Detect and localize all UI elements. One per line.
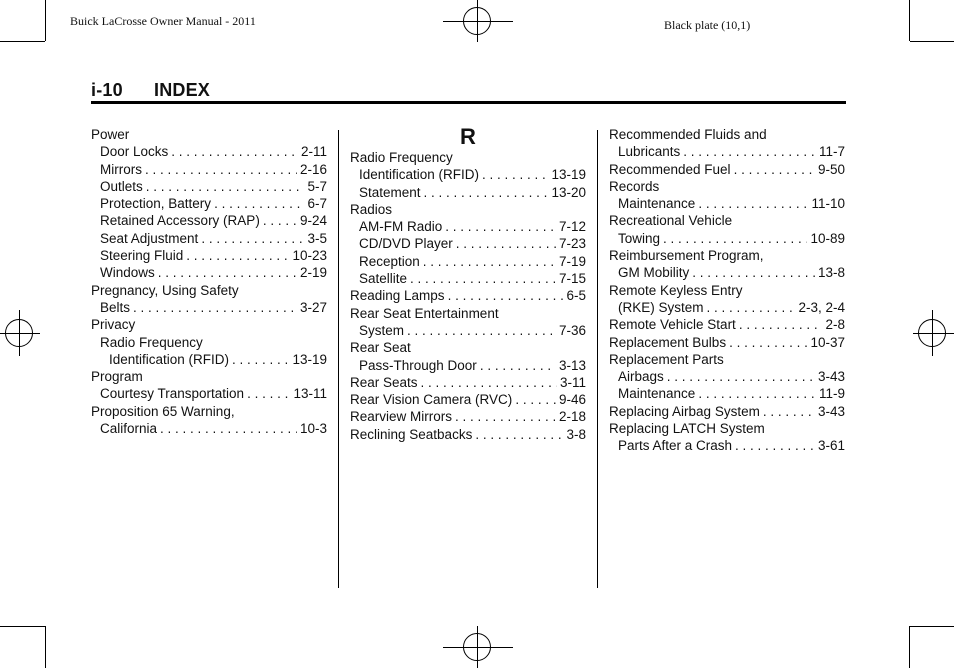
entry-page-ref: 2-8: [825, 317, 845, 333]
dot-leader: [410, 270, 556, 287]
dot-leader: [707, 299, 796, 316]
entry-page-ref: 7-23: [558, 236, 586, 252]
dot-leader: [232, 351, 289, 368]
index-entry: [350, 357, 586, 374]
entry-page-ref: 13-19: [551, 167, 586, 183]
entry-page-ref: 3-61: [817, 438, 845, 454]
dot-leader: [482, 166, 548, 183]
entry-text: Remote Keyless Entry: [609, 282, 743, 298]
entry-page-ref: 3-27: [299, 299, 327, 315]
dot-leader: [201, 230, 304, 247]
index-letter: R: [460, 124, 476, 149]
index-column-1: [91, 126, 327, 437]
dot-leader: [698, 385, 816, 402]
dot-leader: [145, 161, 297, 178]
entry-text: Seat Adjustment: [100, 230, 199, 246]
index-entry: [91, 403, 327, 420]
entry-text: Radio Frequency: [350, 150, 453, 165]
entry-text: Remote Vehicle Start: [609, 317, 736, 333]
entry-text: Power: [91, 127, 130, 142]
entry-text: Proposition 65 Warning,: [91, 403, 235, 419]
entry-page-ref: 2-18: [558, 409, 586, 425]
entry-text: GM Mobility: [618, 265, 690, 281]
entry-text: Replacing LATCH System: [609, 421, 765, 437]
index-entry: [350, 305, 586, 322]
index-entry: [350, 184, 586, 201]
entry-text: Pass-Through Door: [359, 357, 477, 373]
heading-rule: [91, 101, 846, 104]
index-entry: [609, 334, 845, 351]
index-entry: [91, 420, 327, 437]
index-entry: [609, 351, 845, 368]
dot-leader: [421, 374, 557, 391]
entry-page-ref: 11-10: [811, 196, 845, 212]
entry-text: Replacing Airbag System: [609, 403, 760, 419]
entry-text: Program: [91, 369, 143, 385]
entry-text: Rearview Mirrors: [350, 409, 453, 425]
dot-leader: [448, 287, 564, 304]
dot-leader: [424, 184, 549, 201]
index-entry: [350, 408, 586, 425]
crop-mark: [45, 626, 46, 668]
index-entry: [350, 149, 586, 166]
entry-page-ref: 13-20: [551, 184, 586, 200]
index-entry: [609, 403, 845, 420]
entry-page-ref: 2-11: [300, 144, 327, 160]
dot-leader: [663, 230, 807, 247]
entry-page-ref: 2-16: [299, 161, 327, 177]
index-entry: [350, 287, 586, 304]
entry-page-ref: 3-5: [307, 230, 327, 246]
entry-page-ref: 3-11: [559, 374, 586, 390]
dot-leader: [247, 385, 290, 402]
crop-mark: [909, 0, 910, 41]
index-entry: [609, 437, 845, 454]
entry-page-ref: 10-23: [292, 248, 327, 264]
index-entry: [350, 253, 586, 270]
index-entry: [609, 143, 845, 160]
dot-leader: [729, 334, 807, 351]
dot-leader: [735, 437, 815, 454]
entry-page-ref: 11-7: [818, 144, 845, 160]
entry-text: Mirrors: [100, 161, 142, 177]
entry-text: Outlets: [100, 178, 143, 194]
section-title: INDEX: [154, 80, 211, 100]
entry-text: Identification (RFID): [359, 167, 480, 183]
entry-text: Records: [609, 178, 660, 194]
entry-page-ref: 9-46: [558, 392, 586, 408]
entry-text: Reimbursement Program,: [609, 248, 764, 264]
entry-text: Windows: [100, 265, 155, 281]
dot-leader: [158, 264, 297, 281]
entry-text: Parts After a Crash: [618, 438, 733, 454]
entry-text: Door Locks: [100, 144, 169, 160]
entry-text: Maintenance: [618, 196, 696, 212]
entry-page-ref: 3-13: [558, 357, 586, 373]
entry-page-ref: 10-89: [810, 230, 845, 246]
entry-text: Statement: [359, 184, 421, 200]
index-entry: [91, 385, 327, 402]
entry-text: Satellite: [359, 271, 408, 287]
dot-leader: [214, 195, 304, 212]
page-number: i-10: [91, 80, 123, 100]
entry-text: Lubricants: [618, 144, 681, 160]
entry-page-ref: 13-11: [293, 386, 327, 402]
entry-text: Identification (RFID): [109, 351, 230, 367]
entry-page-ref: 9-24: [299, 213, 327, 229]
index-entry: [91, 282, 327, 299]
dot-leader: [475, 426, 563, 443]
entry-page-ref: 10-3: [299, 421, 327, 437]
entry-text: Rear Seat: [350, 340, 411, 356]
entry-text: Pregnancy, Using Safety: [91, 282, 239, 298]
index-entry: [609, 212, 845, 229]
entry-page-ref: 10-37: [810, 334, 845, 350]
entry-text: Towing: [618, 230, 661, 246]
entry-page-ref: 6-5: [566, 288, 586, 304]
index-entry: [91, 212, 327, 229]
entry-page-ref: 11-9: [818, 386, 845, 402]
dot-leader: [133, 299, 297, 316]
entry-text: AM-FM Radio: [359, 219, 443, 235]
index-entry: [91, 126, 327, 143]
entry-text: Courtesy Transportation: [100, 386, 245, 402]
entry-text: Recommended Fluids and: [609, 127, 767, 142]
entry-page-ref: 13-19: [292, 351, 327, 367]
entry-text: Maintenance: [618, 386, 696, 402]
index-entry: [350, 391, 586, 408]
index-entry: [609, 385, 845, 402]
dot-leader: [445, 218, 556, 235]
entry-text: Rear Vision Camera (RVC): [350, 392, 513, 408]
dot-leader: [455, 408, 556, 425]
crop-mark: [909, 626, 910, 668]
entry-text: Retained Accessory (RAP): [100, 213, 260, 229]
index-entry: [350, 218, 586, 235]
entry-page-ref: 7-36: [558, 322, 586, 338]
index-entry: [350, 166, 586, 183]
crop-mark: [910, 41, 954, 42]
plate-label: Black plate (10,1): [664, 18, 751, 32]
index-entry: [91, 316, 327, 333]
index-entry: [91, 230, 327, 247]
dot-leader: [456, 235, 556, 252]
dot-leader: [763, 403, 815, 420]
entry-text: Steering Fluid: [100, 248, 184, 264]
entry-text: Replacement Parts: [609, 351, 724, 367]
index-entry: [350, 374, 586, 391]
entry-page-ref: 7-15: [558, 271, 586, 287]
dot-leader: [160, 420, 297, 437]
index-entry: [350, 322, 586, 339]
index-entry: [609, 264, 845, 281]
crop-mark: [910, 626, 954, 627]
entry-page-ref: 3-43: [817, 369, 845, 385]
manual-title: Buick LaCrosse Owner Manual - 2011: [70, 14, 256, 28]
index-entry: [609, 368, 845, 385]
column-divider: [338, 130, 339, 588]
entry-text: Rear Seats: [350, 374, 418, 390]
index-entry: [609, 316, 845, 333]
entry-text: Reception: [359, 253, 420, 269]
index-entry: [91, 334, 327, 351]
dot-leader: [739, 316, 823, 333]
dot-leader: [423, 253, 556, 270]
crop-mark: [0, 41, 45, 42]
index-entry: [350, 339, 586, 356]
entry-page-ref: 9-50: [817, 161, 845, 177]
index-entry: [609, 161, 845, 178]
entry-text: Privacy: [91, 317, 136, 333]
entry-page-ref: 5-7: [307, 178, 327, 194]
index-entry: [609, 230, 845, 247]
entry-text: (RKE) System: [618, 299, 704, 315]
entry-text: Airbags: [618, 369, 664, 385]
index-entry: [91, 368, 327, 385]
crop-mark: [45, 0, 46, 41]
entry-page-ref: 6-7: [307, 196, 327, 212]
entry-page-ref: 3-8: [566, 426, 586, 442]
dot-leader: [734, 161, 815, 178]
entry-page-ref: 2-19: [299, 265, 327, 281]
index-entry: [91, 161, 327, 178]
entry-text: California: [100, 421, 158, 437]
index-entry: [91, 351, 327, 368]
index-entry: [350, 235, 586, 252]
dot-leader: [407, 322, 556, 339]
entry-text: System: [359, 322, 405, 338]
index-entry: [91, 247, 327, 264]
entry-text: Reclining Seatbacks: [350, 426, 473, 442]
dot-leader: [515, 391, 556, 408]
entry-text: CD/DVD Player: [359, 236, 453, 252]
entry-text: Rear Seat Entertainment: [350, 305, 499, 321]
crop-mark: [0, 626, 45, 627]
entry-page-ref: 13-8: [817, 265, 845, 281]
index-entry: [609, 195, 845, 212]
dot-leader: [171, 143, 298, 160]
index-entry: [609, 126, 845, 143]
entry-text: Reading Lamps: [350, 288, 445, 304]
index-column-3: [609, 126, 845, 455]
column-divider: [597, 130, 598, 588]
index-entry: [350, 270, 586, 287]
entry-page-ref: 2-3, 2-4: [798, 299, 845, 315]
entry-text: Radios: [350, 201, 393, 217]
dot-leader: [667, 368, 815, 385]
entry-text: Protection, Battery: [100, 196, 212, 212]
entry-page-ref: 7-12: [558, 219, 586, 235]
dot-leader: [692, 264, 815, 281]
index-entry: [609, 299, 845, 316]
dot-leader: [683, 143, 816, 160]
index-entry: [350, 426, 586, 443]
entry-text: Replacement Bulbs: [609, 334, 727, 350]
index-entry: [91, 178, 327, 195]
index-entry: [91, 195, 327, 212]
index-entry: [609, 178, 845, 195]
index-entry: [609, 420, 845, 437]
dot-leader: [146, 178, 305, 195]
entry-text: Recreational Vehicle: [609, 213, 733, 229]
index-entry: [609, 247, 845, 264]
dot-leader: [480, 357, 556, 374]
index-entry: [350, 201, 586, 218]
page-heading: [91, 80, 210, 101]
index-column-2: [350, 126, 586, 443]
entry-text: Radio Frequency: [100, 334, 203, 350]
dot-leader: [186, 247, 289, 264]
dot-leader: [698, 195, 808, 212]
index-entry: [609, 282, 845, 299]
entry-text: Recommended Fuel: [609, 161, 731, 177]
index-entry: [91, 299, 327, 316]
index-entry: [91, 143, 327, 160]
dot-leader: [263, 212, 297, 229]
index-entry: [91, 264, 327, 281]
entry-page-ref: 7-19: [558, 253, 586, 269]
entry-page-ref: 3-43: [817, 403, 845, 419]
entry-text: Belts: [100, 299, 131, 315]
